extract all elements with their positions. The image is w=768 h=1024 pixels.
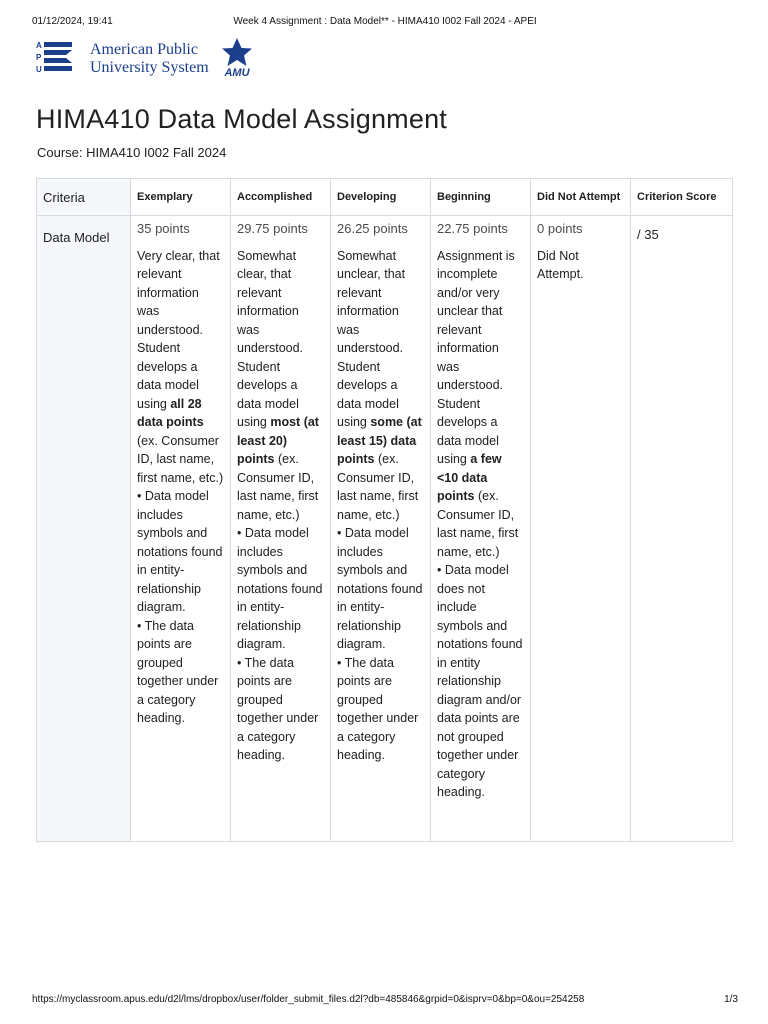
- university-name-line1: American Public: [90, 41, 198, 58]
- amu-text: AMU: [224, 67, 250, 78]
- header-criteria: Criteria: [37, 179, 131, 216]
- print-page-title: Week 4 Assignment : Data Model** - HIMA410 I002 Fall 2024 - APEI: [233, 16, 537, 27]
- university-logo[interactable]: [36, 38, 258, 78]
- print-footer: [32, 994, 738, 1008]
- level-developing: [331, 216, 431, 842]
- rubric-table: [36, 178, 733, 842]
- print-header: [32, 16, 738, 30]
- header-criterion-score: Criterion Score: [631, 179, 733, 216]
- page-title: HIMA410 Data Model Assignment: [36, 104, 447, 134]
- header-accomplished: Accomplished: [231, 179, 331, 216]
- university-name-line2: University System: [90, 59, 209, 76]
- level-did-not-attempt: [531, 216, 631, 842]
- header-exemplary: Exemplary: [131, 179, 231, 216]
- page-number: 1/3: [724, 994, 738, 1005]
- apu-letter-u: U: [36, 65, 42, 74]
- print-url: https://myclassroom.apus.edu/d2l/lms/dropbox/user/folder_submit_files.d2l?db=485846&grpid=0&isprv=0&bp=0&ou=254258: [32, 994, 585, 1005]
- level-exemplary: [131, 216, 231, 842]
- points: 29.75 points: [237, 221, 308, 236]
- level-accomplished: [231, 216, 331, 842]
- apu-logo-icon: [36, 38, 76, 76]
- print-date: 01/12/2024, 19:41: [32, 16, 113, 27]
- level-description: Somewhat clear, that relevant information was understood. Student develops a data model using most (at least 20) points (ex. Consumer ID, last name, first name, etc.) • Data model includes symbols and notations found in entity-relationship diagram. • The data points are grouped together under a category heading.: [237, 248, 323, 762]
- criterion-score: [631, 216, 733, 842]
- points: 0 points: [537, 221, 583, 236]
- level-beginning: [431, 216, 531, 842]
- header-beginning: Beginning: [431, 179, 531, 216]
- level-description: Very clear, that relevant information was understood. Student develops a data model using all 28 data points (ex. Consumer ID, last name, first name, etc.) • Data model includes symbols and notations found in entity-relationship diagram. • The data points are grouped together under a category heading.: [137, 248, 224, 725]
- criterion-name: Data Model: [37, 216, 131, 842]
- amu-star-icon: [218, 38, 256, 78]
- header-did-not-attempt: Did Not Attempt: [531, 179, 631, 216]
- course-line: Course: HIMA410 I002 Fall 2024: [37, 145, 227, 160]
- points: 26.25 points: [337, 221, 408, 236]
- header-developing: Developing: [331, 179, 431, 216]
- level-description: Somewhat unclear, that relevant information was understood. Student develops a data model using some (at least 15) data points (ex. Consumer ID, last name, first name, etc.) • Data model includes symbols and notations found in entity-relationship diagram. • The data points are grouped together under a category heading.: [337, 248, 423, 762]
- rubric-header-row: [37, 179, 733, 216]
- level-description: Did Not Attempt.: [537, 248, 584, 281]
- score-value: / 35: [637, 227, 659, 242]
- table-row: [37, 216, 733, 842]
- apu-letter-a: A: [36, 41, 42, 50]
- university-name: [90, 41, 209, 77]
- points: 22.75 points: [437, 221, 508, 236]
- points: 35 points: [137, 221, 190, 236]
- level-description: Assignment is incomplete and/or very unclear that relevant information was understood. Student develops a data model using a few <10 data points (ex. Consumer ID, last name, first name, etc.) • Data model does not include symbols and notations found in entity relationship diagram and/or data points are not grouped together under category heading.: [437, 248, 523, 799]
- apu-letter-p: P: [36, 53, 42, 62]
